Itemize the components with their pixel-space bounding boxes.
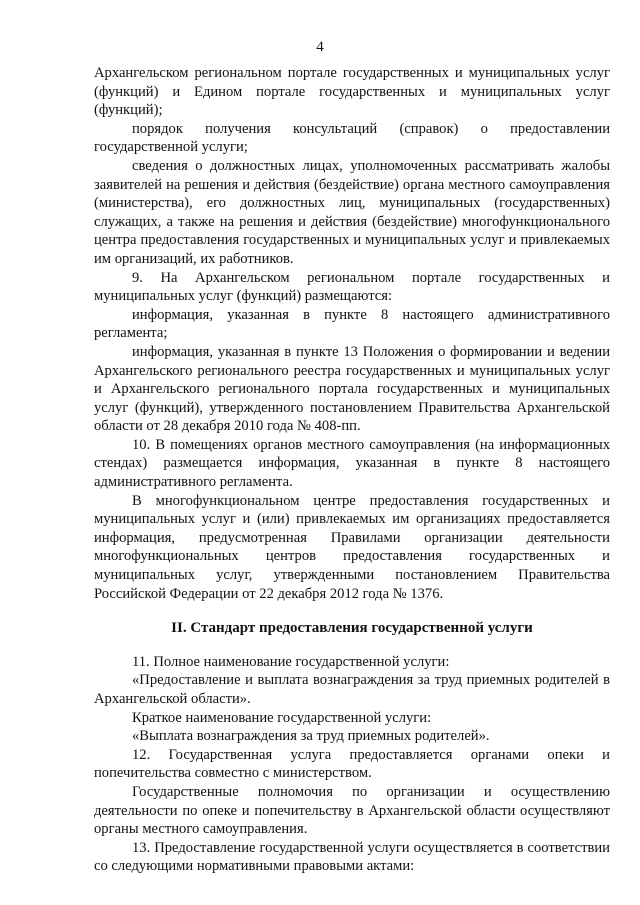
paragraphs-after-heading xyxy=(94,653,610,876)
section-heading: II. Стандарт предоставления государственной услуги xyxy=(171,620,533,637)
paragraph: 12. Государственная услуга предоставляется органами опеки и попечительства совместно с министерством. xyxy=(94,746,610,782)
paragraphs-before-heading xyxy=(94,64,610,603)
paragraph: В многофункциональном центре предоставления государственных и муниципальных услуг и (или) привлекаемых им организациях предоставляется информация, предусмотренная Правилами организации деятельности многофункциональных центров предоставления государственных и муниципальных услуг, утвержденными постановлением Правительства Российской Федерации от 22 декабря 2012 года № 1376. xyxy=(94,492,610,602)
paragraph: «Предоставление и выплата вознаграждения за труд приемных родителей в Архангельской области». xyxy=(94,672,610,707)
paragraph: сведения о должностных лицах, уполномоченных рассматривать жалобы заявителей на решения и действия (бездействие) органа местного самоуправления (министерства), его должностных лиц, муниципальных (государственных) служащих, а также на решения и действия (бездействие) многофункционального центра предоставления государственных и муниципальных услуг и привлекаемых им организаций, их работников. xyxy=(94,157,610,267)
paragraph: 13. Предоставление государственной услуги осуществляется в соответствии со следующими нормативными правовыми актами: xyxy=(94,839,610,875)
paragraph: Государственные полномочия по организации и осуществлению деятельности по опеке и попечительству в Архангельской области осуществляют органы местного самоуправления. xyxy=(94,783,610,838)
paragraph: Архангельском региональном портале государственных и муниципальных услуг (функций) и Едином портале государственных и муниципальных услуг (функций); xyxy=(94,65,610,119)
paragraph: информация, указанная в пункте 8 настоящего административного регламента; xyxy=(94,306,610,342)
paragraph: 10. В помещениях органов местного самоуправления (на информационных стендах) размещается информация, указанная в пункте 8 настоящего административного регламента. xyxy=(94,436,610,491)
paragraph: порядок получения консультаций (справок) о предоставлении государственной услуги; xyxy=(94,120,610,156)
document-body xyxy=(94,64,610,876)
paragraph: Краткое наименование государственной услуги: xyxy=(132,709,432,726)
paragraph: 11. Полное наименование государственной услуги: xyxy=(132,653,450,670)
page-number: 4 xyxy=(316,39,324,55)
paragraph: информация, указанная в пункте 13 Положения о формировании и ведении Архангельского регионального реестра государственных и муниципальных услуг и Архангельского регионального портала государственных и муниципальных услуг (функций), утвержденного постановлением Правительства Архангельской области от 28 декабря 2010 года № 408-пп. xyxy=(94,343,610,435)
paragraph: «Выплата вознаграждения за труд приемных родителей». xyxy=(132,728,490,745)
paragraph: 9. На Архангельском региональном портале государственных и муниципальных услуг (функций) размещаются: xyxy=(94,269,610,305)
